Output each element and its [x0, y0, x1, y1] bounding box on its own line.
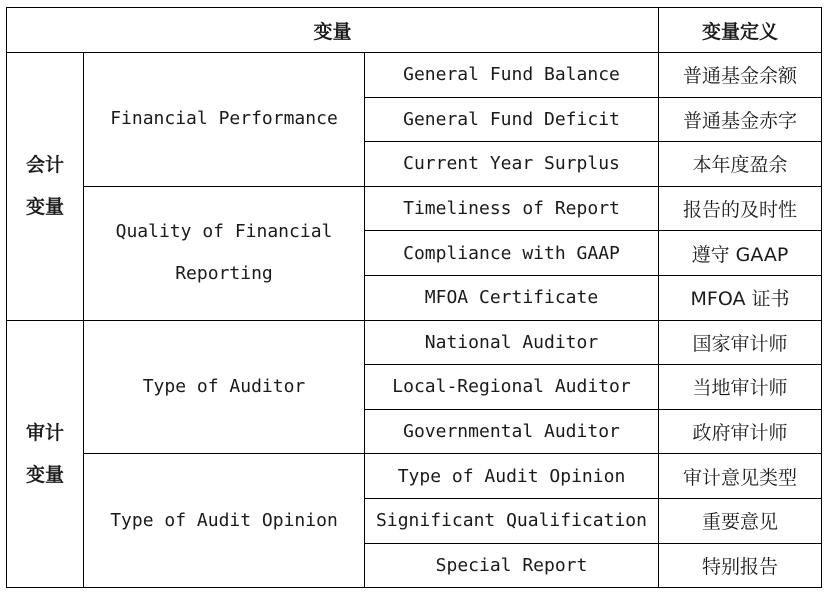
definition-cell: 报告的及时性 — [659, 186, 822, 231]
group-label-accounting: 会计 变量 — [7, 53, 84, 321]
subgroup-label: Type of Audit Opinion — [84, 454, 365, 588]
variable-cell: MFOA Certificate — [365, 275, 659, 320]
definition-cell: 普通基金余额 — [659, 53, 822, 98]
definition-cell: 遵守 GAAP — [659, 231, 822, 276]
variable-cell: General Fund Balance — [365, 53, 659, 98]
variables-table — [6, 7, 822, 588]
subgroup-label: Type of Auditor — [84, 320, 365, 454]
definition-cell: 特别报告 — [659, 543, 822, 588]
definition-cell: 本年度盈余 — [659, 142, 822, 187]
definition-cell: 普通基金赤字 — [659, 97, 822, 142]
header-variable: 变量 — [7, 8, 659, 53]
header-row — [7, 8, 822, 53]
definition-cell: 审计意见类型 — [659, 454, 822, 499]
variable-cell: Local-Regional Auditor — [365, 365, 659, 410]
header-definition: 变量定义 — [659, 8, 822, 53]
definition-cell: 政府审计师 — [659, 409, 822, 454]
subgroup-label: Quality of Financial Reporting — [84, 186, 365, 320]
variable-cell: National Auditor — [365, 320, 659, 365]
variable-cell: General Fund Deficit — [365, 97, 659, 142]
definition-cell: 当地审计师 — [659, 365, 822, 410]
variable-cell: Timeliness of Report — [365, 186, 659, 231]
table-row — [7, 186, 822, 231]
subgroup-label: Financial Performance — [84, 53, 365, 187]
group-label-audit: 审计 变量 — [7, 320, 84, 588]
table-row — [7, 320, 822, 365]
variable-cell: Type of Audit Opinion — [365, 454, 659, 499]
variable-cell: Governmental Auditor — [365, 409, 659, 454]
variable-cell: Current Year Surplus — [365, 142, 659, 187]
definition-cell: 重要意见 — [659, 498, 822, 543]
variable-cell: Compliance with GAAP — [365, 231, 659, 276]
variable-cell: Significant Qualification — [365, 498, 659, 543]
variable-cell: Special Report — [365, 543, 659, 588]
table-row — [7, 53, 822, 98]
table-row — [7, 454, 822, 499]
definition-cell: 国家审计师 — [659, 320, 822, 365]
definition-cell: MFOA 证书 — [659, 275, 822, 320]
